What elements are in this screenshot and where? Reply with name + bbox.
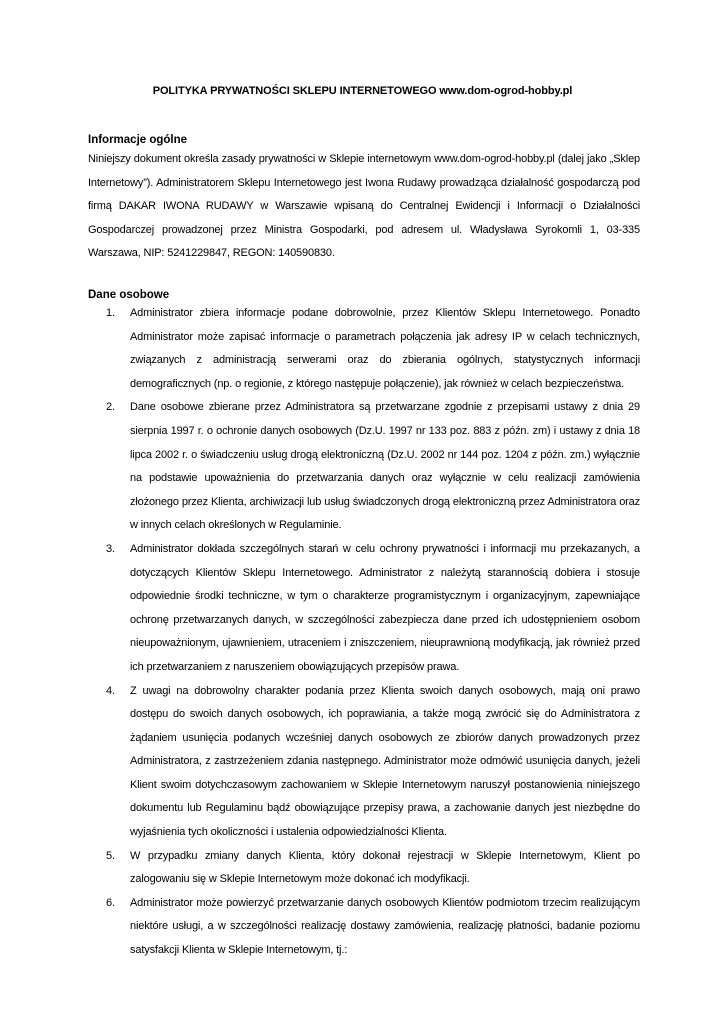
list-item [88, 892, 640, 963]
list-item-number: 2. [106, 401, 115, 414]
list-item-text: W przypadku zmiany danych Klienta, który dokonał rejestracji w Sklepie Internetowym, Klient po zalogowaniu się w Sklepie Internetowym może dokonać ich modyfikacji. [130, 849, 640, 886]
personal-data-list [88, 302, 640, 963]
section-heading-general: Informacje ogólne [88, 134, 188, 146]
list-item-text: Administrator może powierzyć przetwarzanie danych osobowych Klientów podmiotom trzecim realizującym niektóre usługi, a w szczególności realizację dostawy zamówienia, realizację płatności, badanie poziomu satysfakcji Klienta w Sklepie Internetowym, tj.: [130, 896, 640, 957]
list-item-text: Z uwagi na dobrowolny charakter podania przez Klienta swoich danych osobowych, mają oni prawo dostępu do swoich danych osobowych, ich poprawiania, a także mogą zwrócić się do Administratora z żądaniem usunięcia podanych wcześniej danych osobowych ze zbiorów danych prowadzonych przez Administratora, z zastrzeżeniem zdania następnego. Administrator może odmówić usunięcia danych, jeżeli Klient swoim dotychczasowym zachowaniem w Sklepie Internetowym naruszył postanowienia niniejszego dokumentu lub Regulaminu bądź obowiązujące przepisy prawa, a zachowanie danych jest niezbędne do wyjaśnienia tych okoliczności i ustalenia odpowiedzialności Klienta. [130, 684, 640, 839]
list-item-text: Administrator dokłada szczególnych starań w celu ochrony prywatności i informacji mu przekazanych, a dotyczących Klientów Sklepu Internetowego. Administrator z należytą starannością dobiera i stosuje odpowiednie środki techniczne, w tym o charakterze programistycznym i organizacyjnym, zapewniające ochronę przetwarzanych danych, w szczególności zabezpiecza dane przed ich udostępnieniem osobom nieupoważnionym, ujawnieniem, utraceniem i zniszczeniem, nieuprawnioną modyfikacją, jak również przed ich przetwarzaniem z naruszeniem obowiązujących przepisów prawa. [130, 542, 640, 673]
list-item-text: Dane osobowe zbierane przez Administratora są przetwarzane zgodnie z przepisami ustawy z dnia 29 sierpnia 1997 r. o ochronie danych osobowych (Dz.U. 1997 nr 133 poz. 883 z późn. zm) i ustawy z dnia 18 lipca 2002 r. o świadczeniu usług drogą elektroniczną (Dz.U. 2002 nr 144 poz. 1204 z późn. zm.) wyłącznie na podstawie upoważnienia do przetwarzania danych oraz wyłącznie w celu realizacji zamówienia złożonego przez Klienta, archiwizacji lub usług świadczonych drogą elektroniczną przez Administratora oraz w innych celach określonych w Regulaminie. [130, 401, 640, 532]
list-item [88, 396, 640, 538]
general-info-paragraph: Niniejszy dokument określa zasady prywatności w Sklepie internetowym www.dom-ogrod-hobby.pl (dalej jako „Sklep Internetowy”). Administratorem Sklepu Internetowego jest Iwona Rudawy prowadząca działalność gospodarczą pod firmą DAKAR IWONA RUDAWY w Warszawie wpisaną do Centralnej Ewidencji i Informacji o Działalności Gospodarczej prowadzonej przez Ministra Gospodarki, pod adresem ul. Władysława Syrokomli 1, 03-335 Warszawa, NIP: 5241229847, REGON: 140590830. [88, 153, 640, 259]
list-item [88, 680, 640, 845]
list-item-number: 3. [106, 542, 115, 555]
list-item-text: Administrator zbiera informacje podane dobrowolnie, przez Klientów Sklepu Internetowego. Ponadto Administrator może zapisać informacje o parametrach połączenia jak adresy IP w celach technicznych, związanych z administracją serwerami oraz do zbierania ogólnych, statystycznych informacji demograficznych (np. o regionie, z którego następuje połączenie), jak również w celach bezpieczeństwa. [130, 307, 640, 390]
list-item-number: 4. [106, 684, 115, 697]
document-title: POLITYKA PRYWATNOŚCI SKLEPU INTERNETOWEGO www.dom-ogrod-hobby.pl [152, 85, 573, 97]
list-item [88, 302, 640, 396]
list-item-number: 1. [106, 307, 115, 319]
section-heading-personal-data: Dane osobowe [88, 289, 170, 301]
list-item-number: 6. [106, 896, 115, 909]
list-item-number: 5. [106, 849, 115, 862]
list-item [88, 538, 640, 680]
list-item [88, 845, 640, 892]
